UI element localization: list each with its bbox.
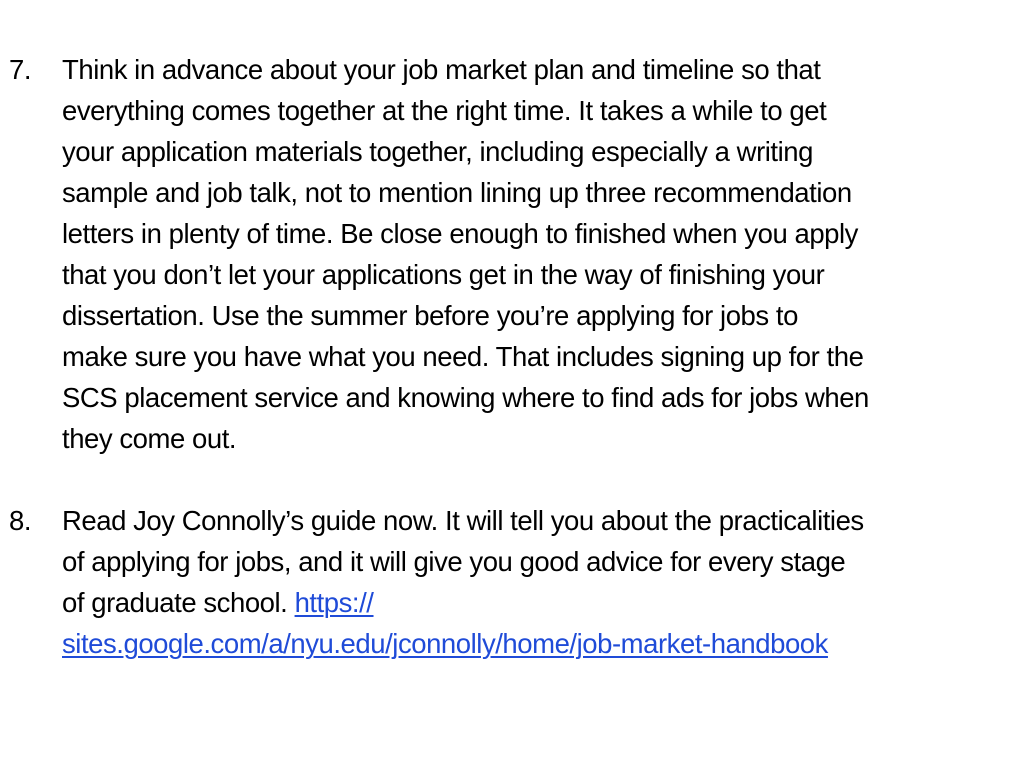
list-item-text [62,500,1020,664]
text-line: Read Joy Connolly’s guide now. It will tell you about the practicalities [62,505,864,536]
text-line: sample and job talk, not to mention lining up three recommendation [62,177,852,208]
text-line: Think in advance about your job market plan and timeline so that [62,54,821,85]
text-line: letters in plenty of time. Be close enough to finished when you apply [62,218,858,249]
list-item-text [62,49,1020,459]
text-line: your application materials together, including especially a writing [62,136,813,167]
text-line [62,623,1020,664]
text-segment: of graduate school. [62,587,295,618]
job-market-handbook-link[interactable]: https:// [294,587,374,618]
numbered-list [0,49,1024,664]
text-line: make sure you have what you need. That includes signing up for the [62,341,864,372]
list-item-7 [0,49,1024,459]
text-line: dissertation. Use the summer before you’re applying for jobs to [62,300,798,331]
text-line: that you don’t let your applications get in the way of finishing your [62,259,825,290]
text-line: SCS placement service and knowing where to find ads for jobs when [62,382,869,413]
text-line: everything comes together at the right time. It takes a while to get [62,95,827,126]
list-item-8 [0,500,1024,664]
text-line [62,582,1020,623]
list-item-number: 8. [9,505,32,536]
text-line: they come out. [62,423,237,454]
list-item-number: 7. [9,54,32,85]
text-line: of applying for jobs, and it will give you good advice for every stage [62,546,846,577]
job-market-handbook-link-continued[interactable]: sites.google.com/a/nyu.edu/jconnolly/home/job-market-handbook [62,628,828,659]
